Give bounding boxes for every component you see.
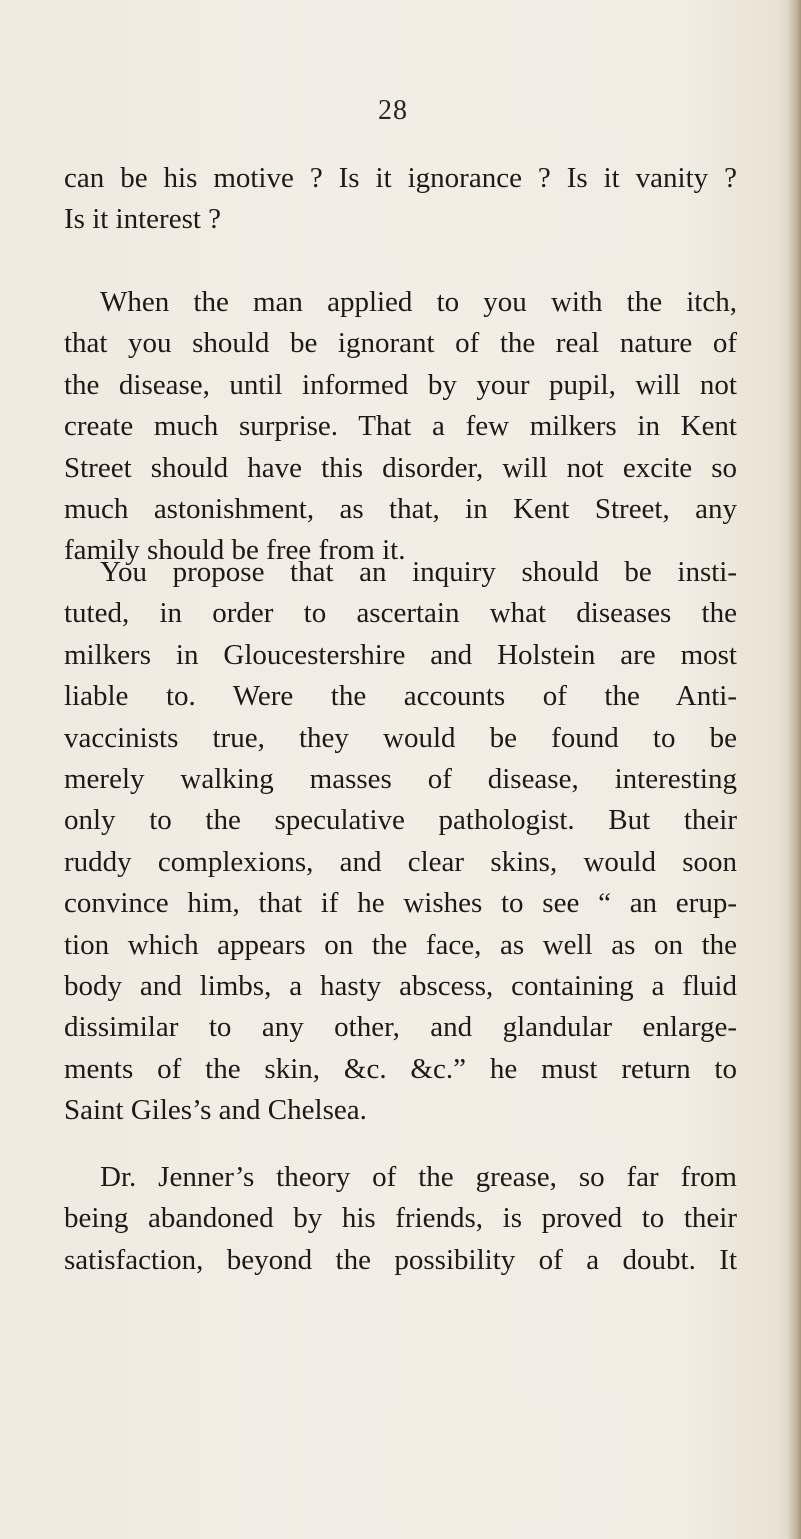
text-line: family should be free from it.: [64, 534, 406, 567]
text-line: can be his motive ? Is it ignorance ? Is it vanity ?: [64, 162, 737, 194]
text-line: that you should be ignorant of the real nature of: [64, 327, 737, 360]
text-line: dissimilar to any other, and glandular enlarge-: [64, 1011, 737, 1044]
text-line: convince him, that if he wishes to see “ an erup-: [64, 887, 737, 920]
text-line: merely walking masses of disease, interesting: [64, 763, 737, 796]
text-line: Is it interest ?: [64, 203, 222, 236]
text-line: satisfaction, beyond the possibility of a doubt. It: [64, 1243, 737, 1276]
text-line: the disease, until informed by your pupil, will not: [64, 368, 737, 401]
text-line: You propose that an inquiry should be insti-: [100, 556, 737, 588]
text-line: tuted, in order to ascertain what diseases the: [64, 597, 737, 630]
paragraph-continuation: [64, 158, 737, 241]
page-number: 28: [378, 95, 408, 126]
text-line: vaccinists true, they would be found to be: [64, 721, 737, 754]
text-line: liable to. Were the accounts of the Anti-: [64, 680, 737, 713]
paragraph-grease-theory: [64, 1157, 737, 1281]
text-line: Street should have this disorder, will not excite so: [64, 451, 737, 484]
text-line: Dr. Jenner’s theory of the grease, so far from: [100, 1161, 737, 1193]
text-line: much astonishment, as that, in Kent Street, any: [64, 493, 737, 526]
text-line: only to the speculative pathologist. But their: [64, 804, 737, 837]
text-line: create much surprise. That a few milkers in Kent: [64, 410, 737, 443]
text-line: Saint Giles’s and Chelsea.: [64, 1094, 367, 1127]
page-edge-shadow: [787, 0, 801, 1539]
text-line: When the man applied to you with the itch,: [100, 286, 737, 318]
text-line: being abandoned by his friends, is proved to their: [64, 1202, 737, 1235]
text-line: tion which appears on the face, as well as on the: [64, 928, 737, 961]
text-line: ments of the skin, &c. &c.” he must return to: [64, 1052, 737, 1085]
paragraph-inquiry: [64, 552, 737, 1132]
text-line: milkers in Gloucestershire and Holstein are most: [64, 638, 737, 671]
text-line: body and limbs, a hasty abscess, containing a fluid: [64, 970, 737, 1003]
paragraph-itch: [64, 282, 737, 572]
text-line: ruddy complexions, and clear skins, would soon: [64, 845, 737, 878]
